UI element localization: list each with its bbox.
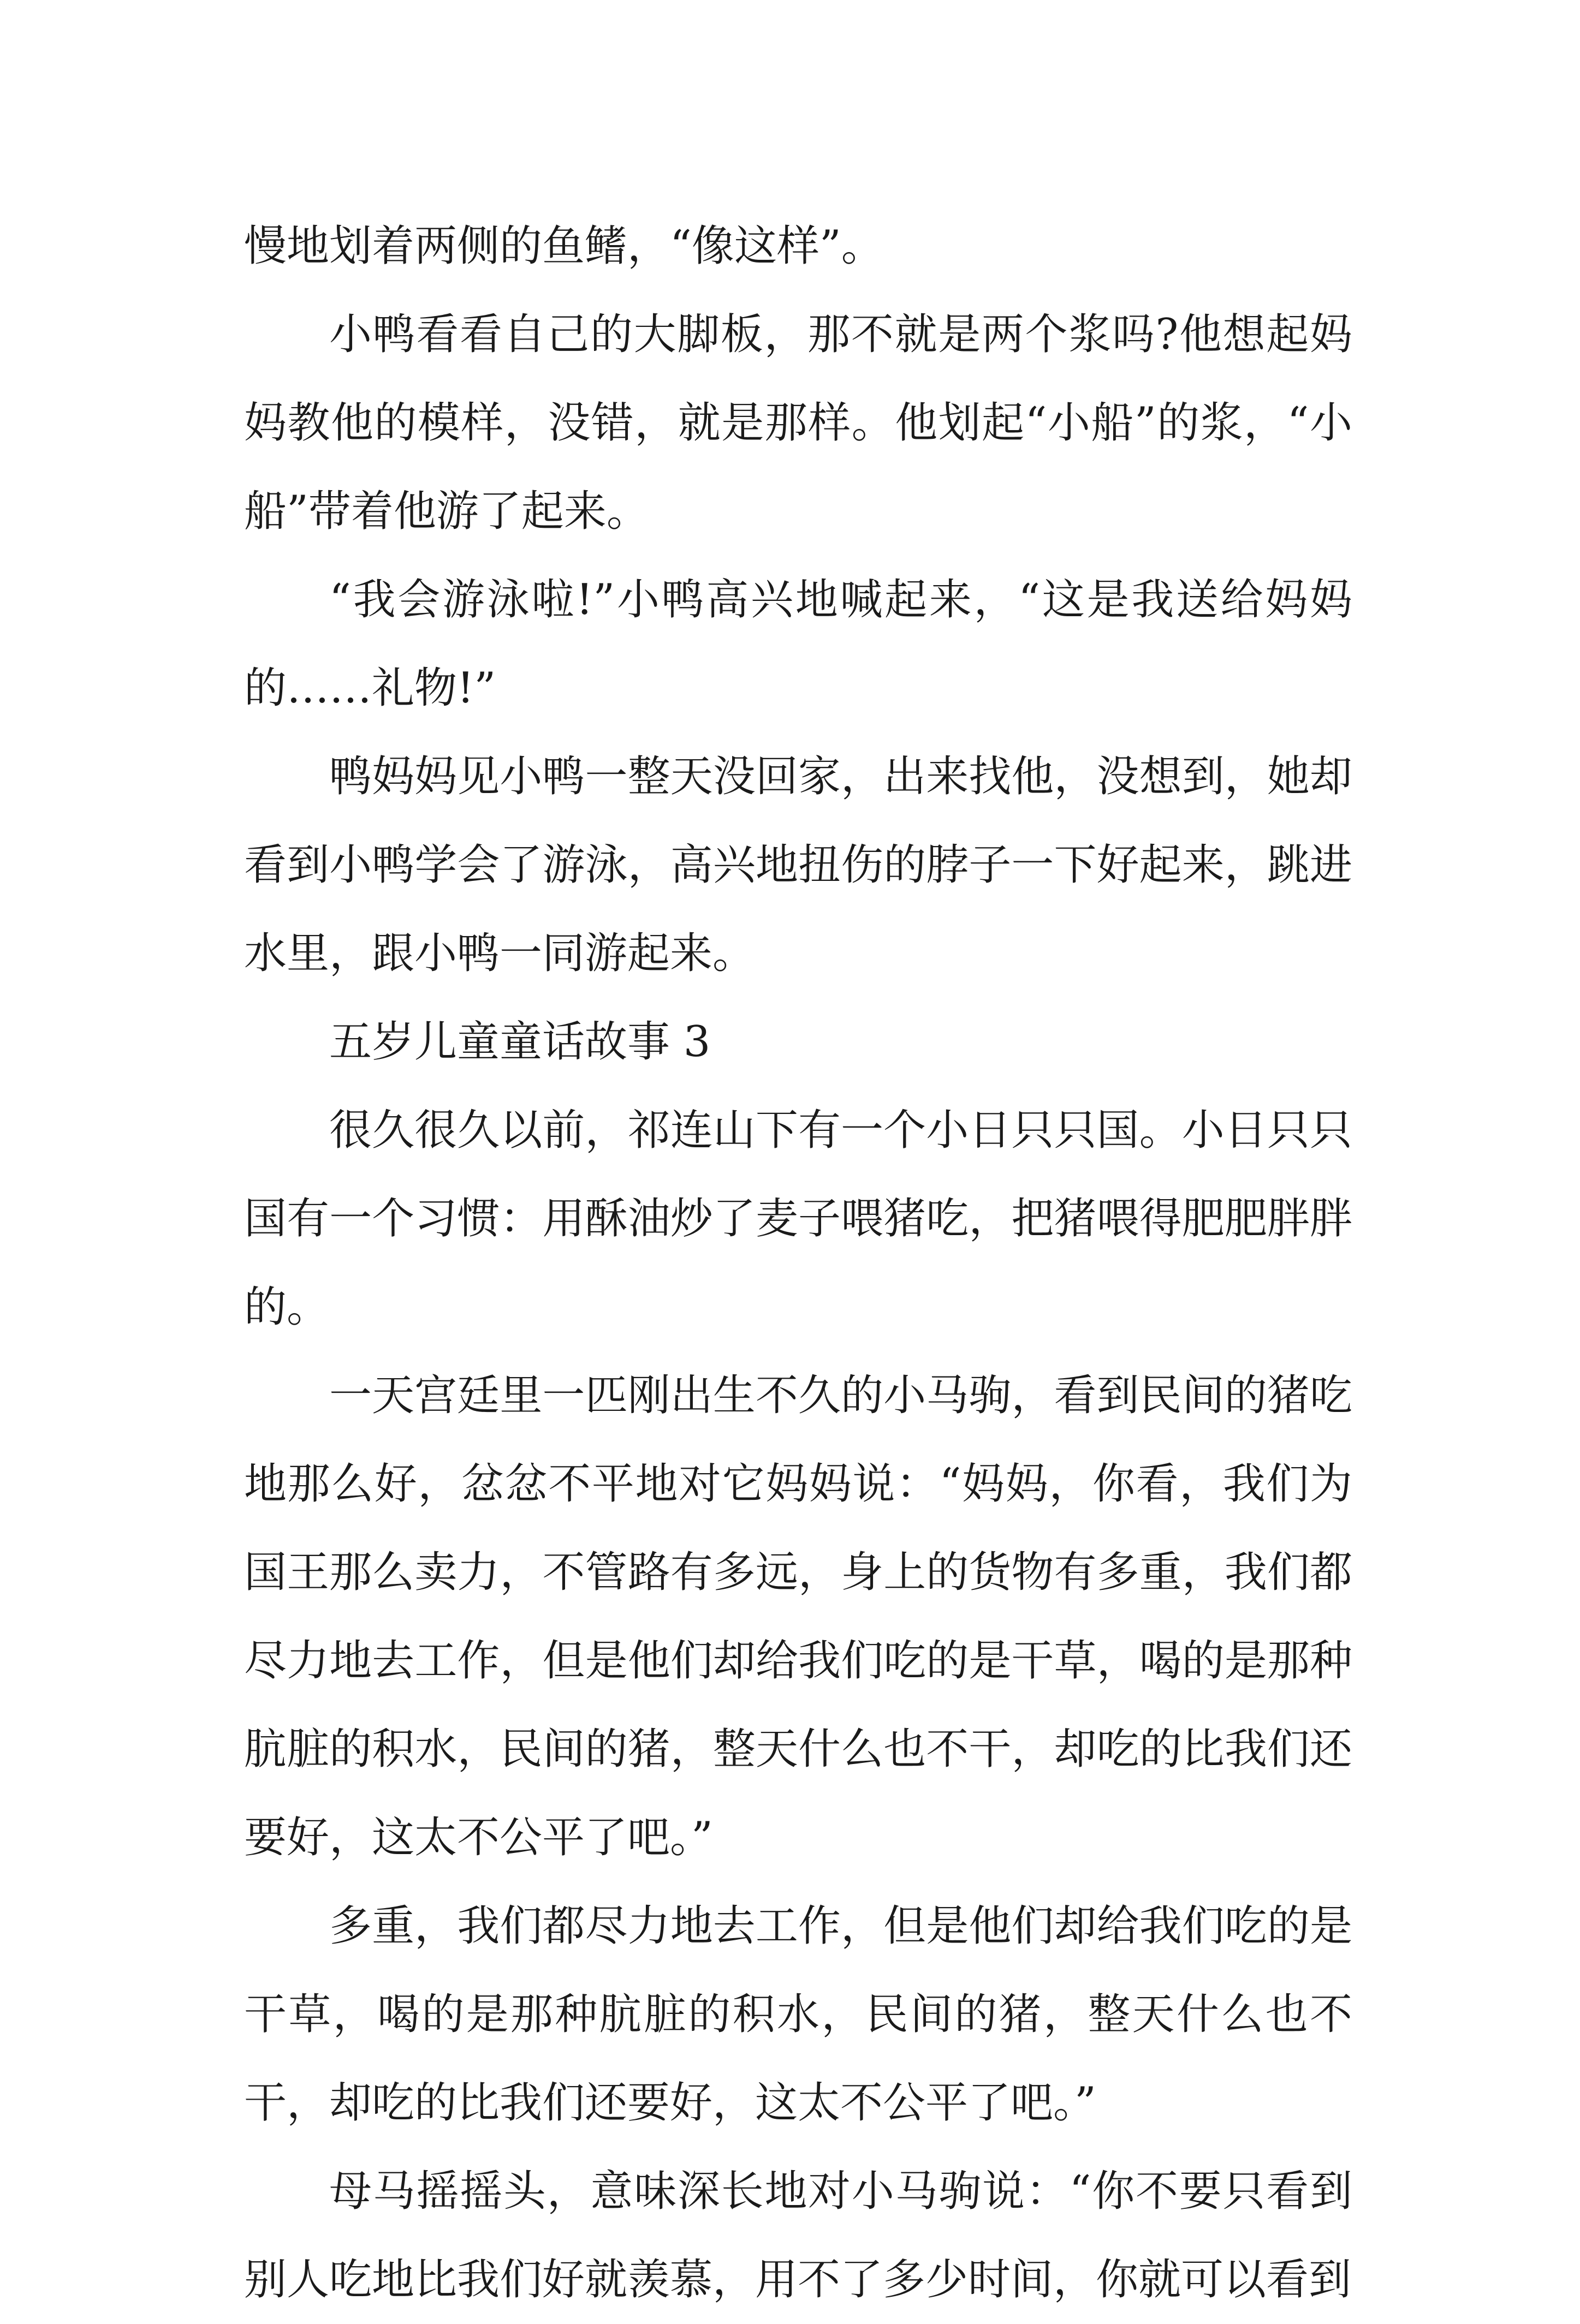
section-heading: 五岁儿童童话故事 3 bbox=[329, 1017, 711, 1066]
paragraph: 小鸭看看自己的大脚板，那不就是两个浆吗?他想起妈妈教他的模样，没错，就是那样。他划起“小船”的浆，“小船”带着他游了起来。 bbox=[244, 310, 1352, 536]
paragraph: 很久很久以前，祁连山下有一个小日只只国。小日只只国有一个习惯：用酥油炒了麦子喂猪吃，把猪喂得肥肥胖胖的。 bbox=[244, 1106, 1352, 1332]
paragraph: 鸭妈妈见小鸭一整天没回家，出来找他，没想到，她却看到小鸭学会了游泳，高兴地扭伤的脖子一下好起来，跳进水里，跟小鸭一同游起来。 bbox=[244, 752, 1352, 978]
paragraph: “我会游泳啦!”小鸭高兴地喊起来，“这是我送给妈妈的……礼物!” bbox=[244, 575, 1352, 713]
document-body bbox=[244, 202, 1352, 2324]
paragraph: 慢地划着两侧的鱼鳍，“像这样”。 bbox=[244, 222, 884, 271]
paragraph: 母马摇摇头，意味深长地对小马驹说：“你不要只看到别人吃地比我们好就羡慕，用不了多少时间，你就可以看到 bbox=[244, 2167, 1352, 2304]
paragraph: 一天宫廷里一匹刚出生不久的小马驹，看到民间的猪吃地那么好，忿忿不平地对它妈妈说：“妈妈，你看，我们为国王那么卖力，不管路有多远，身上的货物有多重，我们都尽力地去工作，但是他们却给我们吃的是干草，喝的是那种肮脏的积水，民间的猪，整天什么也不干，却吃的比我们还要好，这太不公平了吧。” bbox=[244, 1371, 1352, 1862]
paragraph: 多重，我们都尽力地去工作，但是他们却给我们吃的是干草，喝的是那种肮脏的积水，民间的猪，整天什么也不干，却吃的比我们还要好，这太不公平了吧。” bbox=[244, 1902, 1352, 2128]
